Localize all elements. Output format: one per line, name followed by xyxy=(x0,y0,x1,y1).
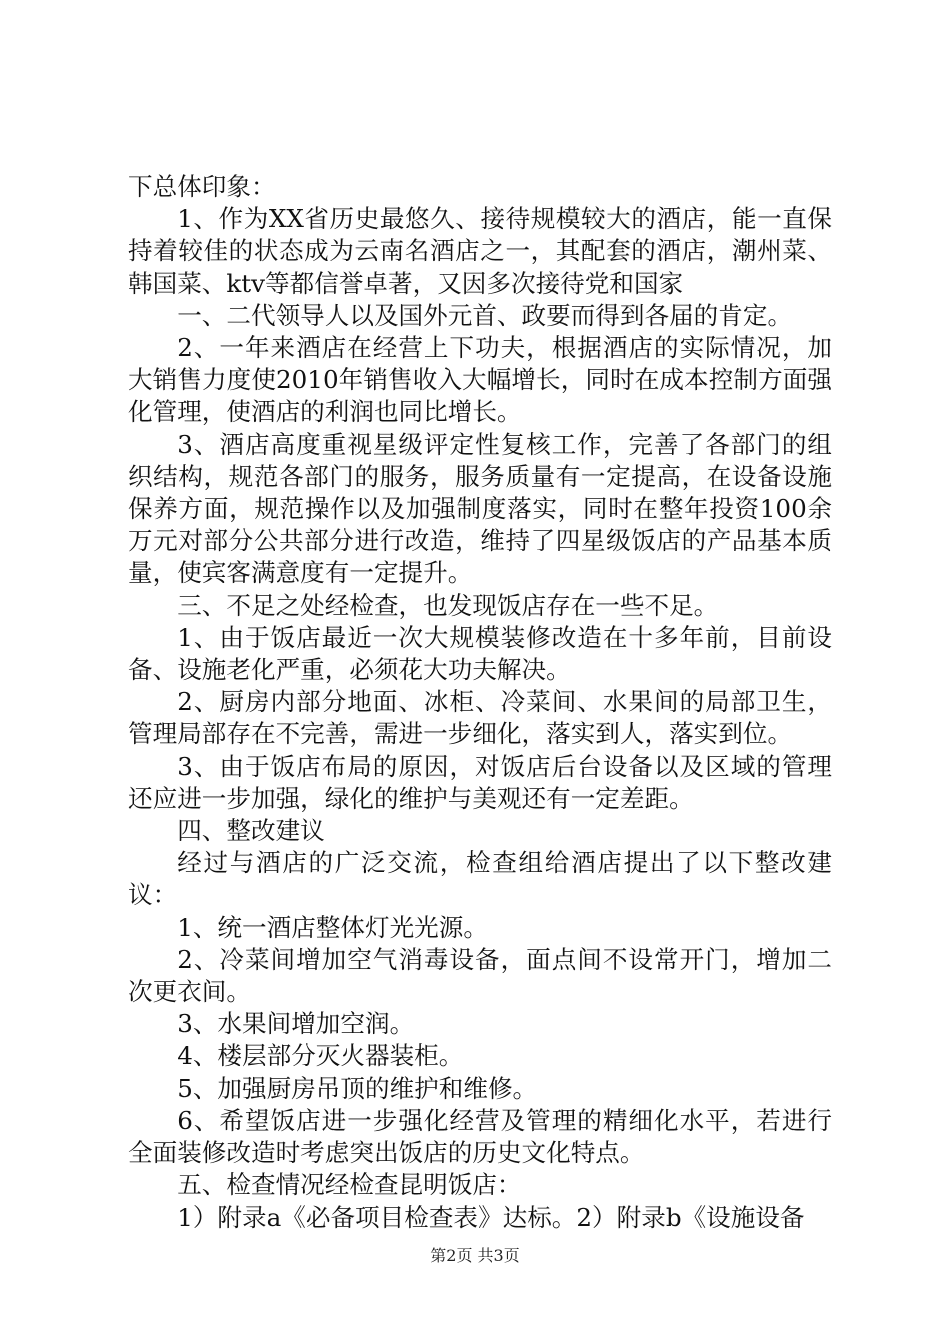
paragraph: 2、厨房内部分地面、冰柜、冷菜间、水果间的局部卫生，管理局部存在不完善，需进一步细化，落实到人，落实到位。 xyxy=(128,687,832,749)
paragraph: 3、酒店高度重视星级评定性复核工作，完善了各部门的组织结构，规范各部门的服务，服务质量有一定提高，在设备设施保养方面，规范操作以及加强制度落实，同时在整年投资100余万元对部分公共部分进行改造，维持了四星级饭店的产品基本质量，使宾客满意度有一定提升。 xyxy=(128,429,832,588)
paragraph: 1、统一酒店整体灯光光源。 xyxy=(177,912,488,942)
paragraph: 3、由于饭店布局的原因，对饭店后台设备以及区域的管理还应进一步加强，绿化的维护与美观还有一定差距。 xyxy=(128,751,832,813)
paragraph: 4、楼层部分灭火器装柜。 xyxy=(177,1041,464,1071)
paragraph: 3、水果间增加空润。 xyxy=(177,1009,415,1039)
paragraph: 1）附录a《必备项目检查表》达标。2）附录b《设施设备 xyxy=(177,1202,805,1232)
document-body xyxy=(128,171,832,1234)
paragraph: 下总体印象： xyxy=(128,172,276,201)
paragraph: 5、加强厨房吊顶的维护和维修。 xyxy=(177,1073,538,1103)
paragraph: 四、整改建议 xyxy=(177,816,325,846)
paragraph: 三、不足之处经检查，也发现饭店存在一些不足。 xyxy=(177,590,719,620)
paragraph: 五、检查情况经检查昆明饭店： xyxy=(177,1170,522,1200)
paragraph: 经过与酒店的广泛交流，检查组给酒店提出了以下整改建议： xyxy=(128,848,832,910)
paragraph: 2、一年来酒店在经营上下功夫，根据酒店的实际情况，加大销售力度使2010年销售收入大幅增长，同时在成本控制方面强化管理，使酒店的利润也同比增长。 xyxy=(128,333,832,427)
paragraph: 1、由于饭店最近一次大规模装修改造在十多年前，目前设备、设施老化严重，必须花大功夫解决。 xyxy=(128,622,832,685)
page-footer: 第2页 共3页 xyxy=(430,1246,520,1265)
paragraph: 一、二代领导人以及国外元首、政要而得到各届的肯定。 xyxy=(177,300,793,330)
paragraph: 1、作为XX省历史最悠久、接待规模较大的酒店，能一直保持着较佳的状态成为云南名酒店之一，其配套的酒店，潮州菜、韩国菜、ktv等都信誉卓著，又因多次接待党和国家 xyxy=(128,204,832,298)
paragraph: 2、冷菜间增加空气消毒设备，面点间不设常开门，增加二次更衣间。 xyxy=(128,944,832,1007)
paragraph: 6、希望饭店进一步强化经营及管理的精细化水平，若进行全面装修改造时考虑突出饭店的历史文化特点。 xyxy=(128,1105,832,1168)
